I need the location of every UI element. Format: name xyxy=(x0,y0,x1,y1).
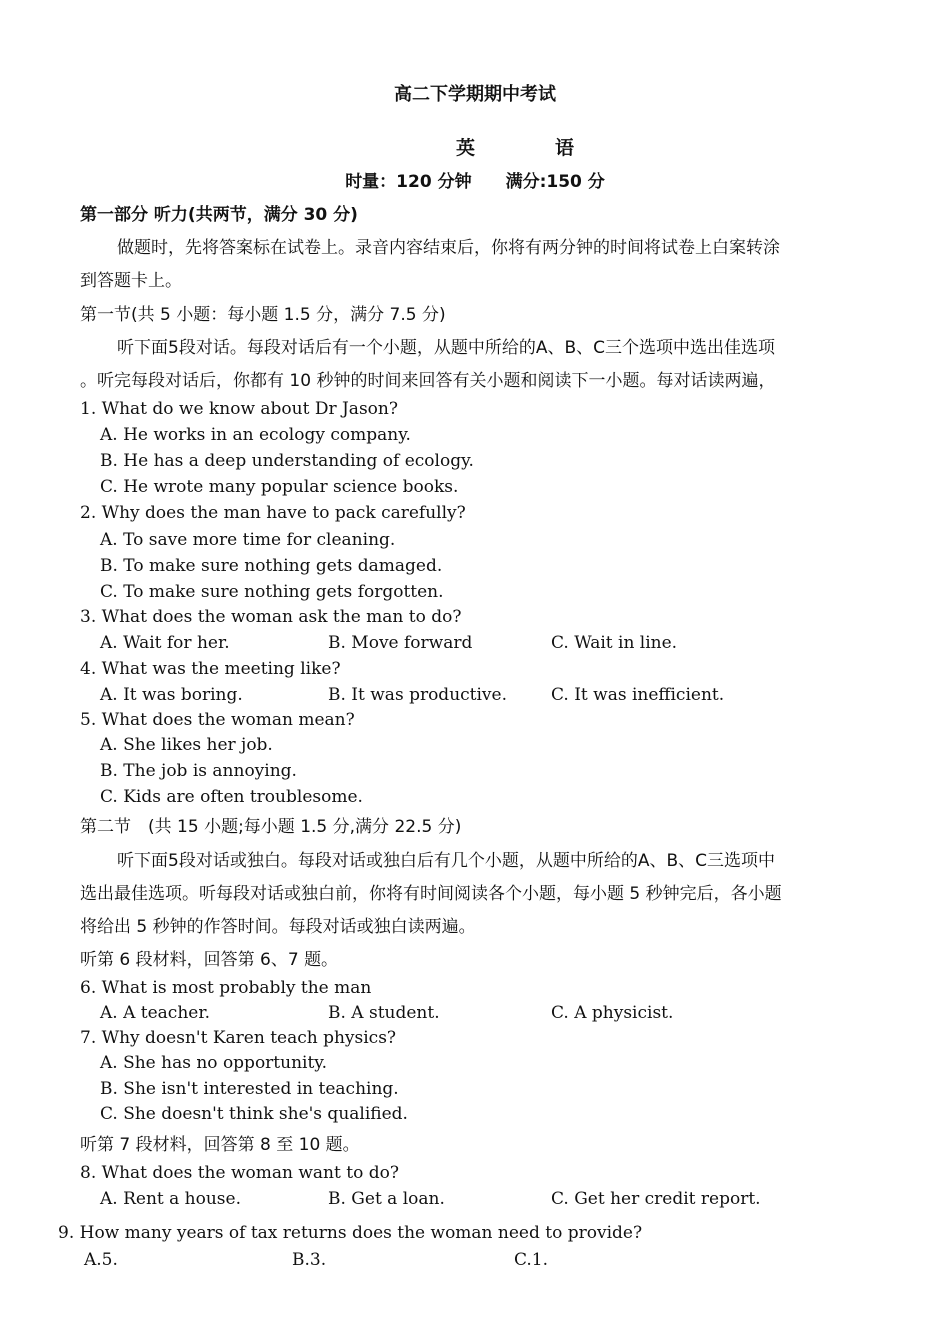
section1-instruction-line1: 听下面5段对话。每段对话后有一个小题，从题中所给的A、B、C三个选项中选出佳选项 xyxy=(117,338,775,358)
material-7-heading: 听第 7 段材料，回答第 8 至 10 题。 xyxy=(80,1135,360,1155)
question-4: 4. What was the meeting like? xyxy=(80,659,341,679)
question-8-option-a: A. Rent a house. xyxy=(100,1189,241,1209)
part1-instruction-line1: 做题时，先将答案标在试卷上。录音内容结束后，你将有两分钟的时间将试卷上白案转涂 xyxy=(117,238,780,258)
question-1-option-c: C. He wrote many popular science books. xyxy=(100,477,459,497)
question-6-option-c: C. A physicist. xyxy=(551,1003,674,1023)
question-3: 3. What does the woman ask the man to do? xyxy=(80,607,462,627)
question-2-option-b: B. To make sure nothing gets damaged. xyxy=(100,556,443,576)
part1-heading: 第一部分 听力(共两节，满分 30 分) xyxy=(80,205,358,225)
question-2: 2. Why does the man have to pack carefully? xyxy=(80,503,466,523)
question-5-option-c: C. Kids are often troublesome. xyxy=(100,787,363,807)
exam-title: 高二下学期期中考试 xyxy=(394,84,556,105)
question-7-option-b: B. She isn't interested in teaching. xyxy=(100,1079,399,1099)
section2-instruction-line2: 选出最佳选项。听每段对话或独白前，你将有时间阅读各个小题，每小题 5 秒钟完后，各小题 xyxy=(80,884,782,904)
question-2-option-c: C. To make sure nothing gets forgotten. xyxy=(100,582,444,602)
part1-instruction-line2: 到答题卡上。 xyxy=(80,271,182,291)
question-8-option-c: C. Get her credit report. xyxy=(551,1189,761,1209)
subject-title: 英语 xyxy=(455,137,654,159)
question-4-option-a: A. It was boring. xyxy=(100,685,243,705)
question-9-option-b: B.3. xyxy=(292,1250,327,1270)
question-1: 1. What do we know about Dr Jason? xyxy=(80,399,398,419)
section2-instruction-line3: 将给出 5 秒钟的作答时间。每段对话或独白读两遍。 xyxy=(80,917,476,937)
question-6-option-b: B. A student. xyxy=(328,1003,440,1023)
question-3-option-c: C. Wait in line. xyxy=(551,633,678,653)
question-4-option-c: C. It was inefficient. xyxy=(551,685,725,705)
question-4-option-b: B. It was productive. xyxy=(328,685,507,705)
material-6-heading: 听第 6 段材料，回答第 6、7 题。 xyxy=(80,950,339,970)
section1-heading: 第一节(共 5 小题：每小题 1.5 分，满分 7.5 分) xyxy=(80,305,446,325)
question-7-option-a: A. She has no opportunity. xyxy=(100,1053,328,1073)
question-6: 6. What is most probably the man xyxy=(80,978,372,998)
question-5-option-a: A. She likes her job. xyxy=(100,735,273,755)
question-6-option-a: A. A teacher. xyxy=(100,1003,210,1023)
question-3-option-b: B. Move forward xyxy=(328,633,473,653)
question-9-option-a: A.5. xyxy=(84,1250,118,1270)
question-3-option-a: A. Wait for her. xyxy=(100,633,230,653)
question-9-option-c: C.1. xyxy=(514,1250,549,1270)
question-7-option-c: C. She doesn't think she's qualified. xyxy=(100,1104,408,1124)
question-2-option-a: A. To save more time for cleaning. xyxy=(100,530,396,550)
question-1-option-b: B. He has a deep understanding of ecology. xyxy=(100,451,474,471)
time-and-score: 时量：120 分钟 满分:150 分 xyxy=(345,172,605,192)
section2-heading: 第二节 (共 15 小题;每小题 1.5 分,满分 22.5 分) xyxy=(80,817,462,837)
question-8-option-b: B. Get a loan. xyxy=(328,1189,445,1209)
question-1-option-a: A. He works in an ecology company. xyxy=(100,425,411,445)
section2-instruction-line1: 听下面5段对话或独白。每段对话或独白后有几个小题，从题中所给的A、B、C三选项中 xyxy=(117,851,775,871)
question-8: 8. What does the woman want to do? xyxy=(80,1163,399,1183)
question-5-option-b: B. The job is annoying. xyxy=(100,761,297,781)
question-9: 9. How many years of tax returns does the woman need to provide? xyxy=(58,1223,643,1243)
section1-instruction-line2: 。听完每段对话后，你都有 10 秒钟的时间来回答有关小题和阅读下一小题。每对话读两遍， xyxy=(80,371,776,391)
question-5: 5. What does the woman mean? xyxy=(80,710,355,730)
question-7: 7. Why doesn't Karen teach physics? xyxy=(80,1028,397,1048)
